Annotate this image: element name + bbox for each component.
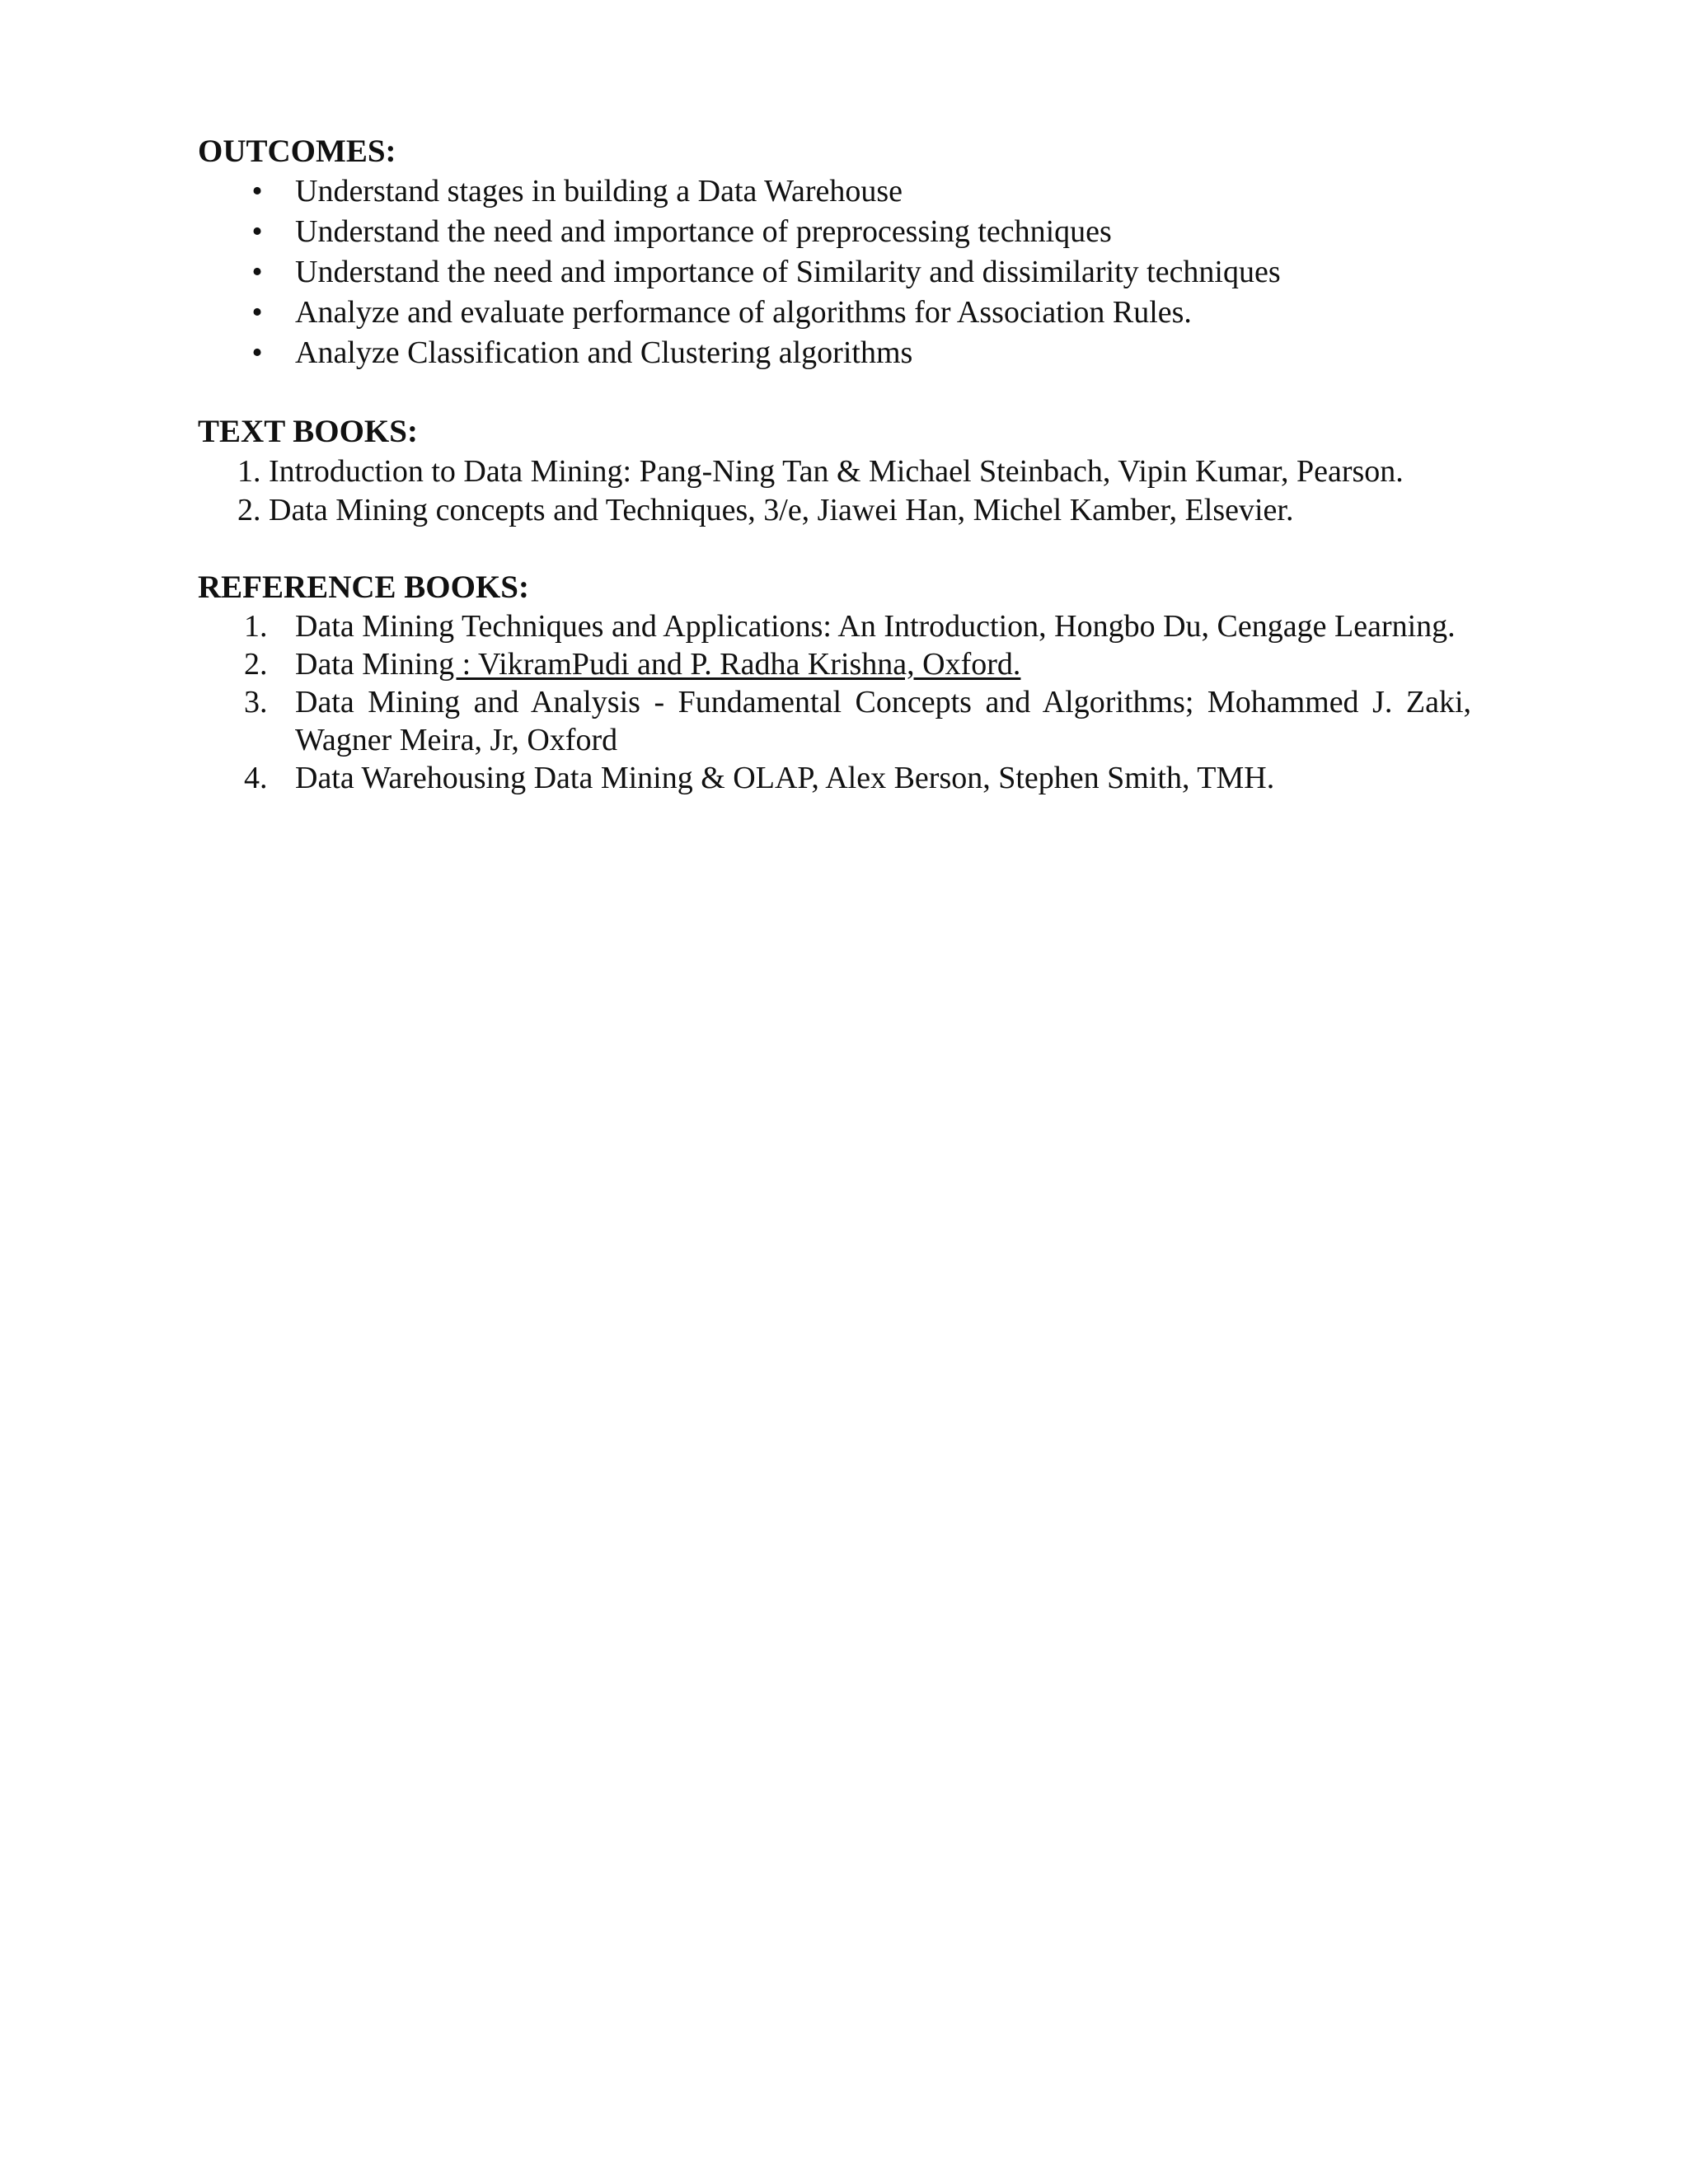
list-number: 1. — [244, 609, 268, 644]
bullet-icon: • — [251, 335, 263, 370]
reference-text: Data Warehousing Data Mining & OLAP, Alex Berson, Stephen Smith, TMH. — [295, 761, 1275, 795]
reference-text — [295, 645, 1471, 683]
list-number: 4. — [244, 761, 268, 795]
list-item — [198, 645, 1471, 683]
list-item — [198, 683, 1471, 759]
text-books-list — [198, 452, 1471, 529]
list-item — [198, 252, 1471, 293]
reference-books-list — [198, 607, 1471, 797]
bullet-icon: • — [251, 174, 263, 209]
text-books-section — [198, 412, 1471, 529]
outcome-text: Understand stages in building a Data Warehouse — [295, 174, 903, 209]
list-item — [198, 333, 1471, 373]
list-item — [198, 171, 1471, 212]
reference-text-plain: Data Minin — [295, 647, 439, 682]
list-number: 3. — [244, 685, 268, 719]
list-item: 1. Introduction to Data Mining: Pang-Ning Tan & Michael Steinbach, Vipin Kumar, Pearson. — [237, 454, 1404, 489]
bullet-icon: • — [251, 255, 263, 289]
outcome-text: Understand the need and importance of Similarity and dissimilarity techniques — [295, 255, 1281, 289]
list-item — [198, 607, 1471, 645]
text-books-heading: TEXT BOOKS: — [198, 414, 418, 449]
outcome-text: Analyze Classification and Clustering algorithms — [295, 335, 913, 370]
list-item — [198, 759, 1471, 797]
reference-text: Data Mining and Analysis - Fundamental Concepts and Algorithms; Mohammed J. Zaki, Wagner Meira, Jr, Oxford — [295, 685, 1471, 757]
outcomes-heading: OUTCOMES: — [198, 134, 396, 169]
outcome-text: Analyze and evaluate performance of algorithms for Association Rules. — [295, 295, 1192, 330]
list-item — [198, 212, 1471, 252]
reference-books-section — [198, 568, 1471, 797]
list-item — [198, 293, 1471, 333]
reference-text-underlined: g : VikramPudi and P. Radha Krishna, Oxford. — [438, 647, 1021, 682]
outcomes-list — [198, 171, 1471, 373]
list-item: 2. Data Mining concepts and Techniques, 3/e, Jiawei Han, Michel Kamber, Elsevier. — [237, 493, 1294, 527]
bullet-icon: • — [251, 295, 263, 330]
reference-books-heading: REFERENCE BOOKS: — [198, 569, 529, 605]
page-content — [198, 132, 1471, 797]
bullet-icon: • — [251, 214, 263, 249]
outcomes-section — [198, 132, 1471, 373]
reference-text: Data Mining Techniques and Applications: An Introduction, Hongbo Du, Cengage Learning. — [295, 609, 1456, 644]
outcome-text: Understand the need and importance of preprocessing techniques — [295, 214, 1112, 249]
list-number: 2. — [244, 647, 268, 682]
